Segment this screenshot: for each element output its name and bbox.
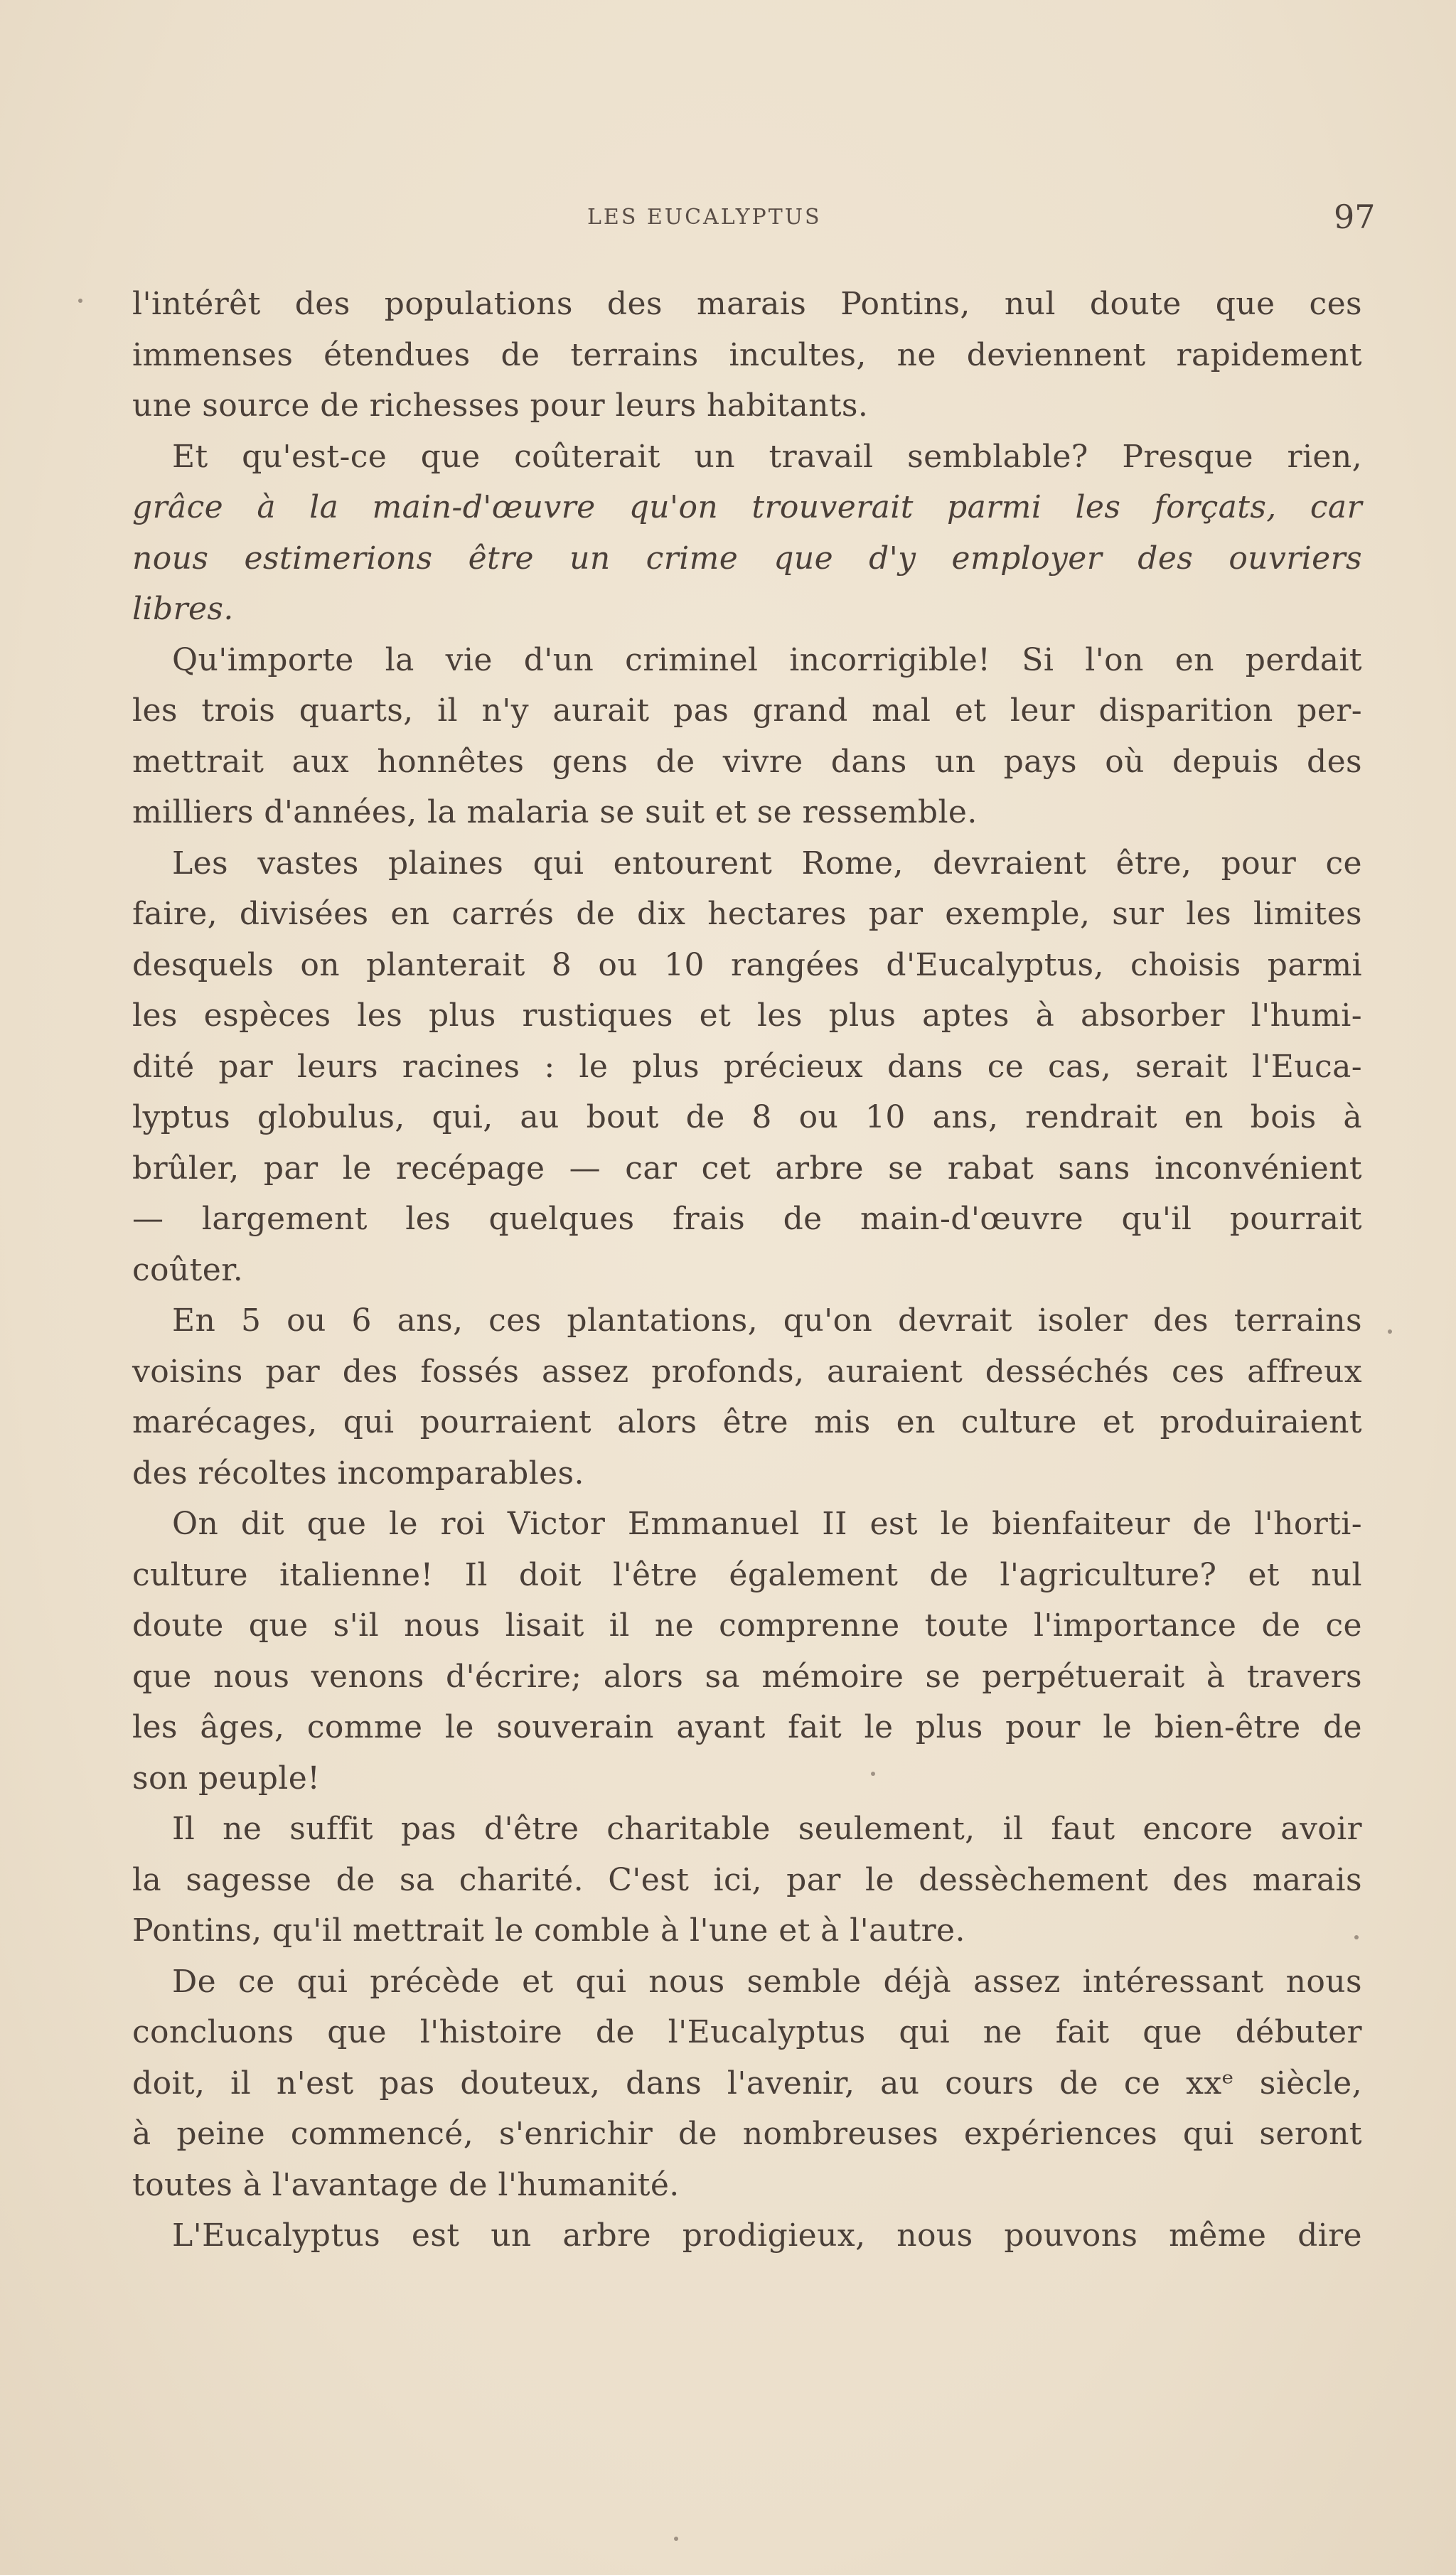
text-line: marécages, qui pourraient alors être mis en culture et produiraient [132, 1404, 1362, 1440]
text-line: nous estimerions être un crime que d'y employer des ouvriers [132, 540, 1362, 577]
text-line: concluons que l'histoire de l'Eucalyptus qui ne fait que débuter [132, 2014, 1362, 2050]
text-line: On dit que le roi Victor Emmanuel II est le bienfaiteur de l'horti- [172, 1506, 1362, 1542]
paper-speck [871, 1772, 875, 1776]
running-title: LES EUCALYPTUS [587, 205, 822, 230]
text-line: Qu'importe la vie d'un criminel incorrigible! Si l'on en perdait [172, 641, 1362, 678]
text-line: — largement les quelques frais de main-d'œuvre qu'il pourrait [132, 1201, 1362, 1237]
text-line: culture italienne! Il doit l'être également de l'agriculture? et nul [132, 1556, 1362, 1593]
text-line: Pontins, qu'il mettrait le comble à l'une et à l'autre. [132, 1912, 965, 1949]
paper-speck [1388, 1329, 1392, 1334]
text-line: son peuple! [132, 1760, 321, 1797]
text-line: les espèces les plus rustiques et les plus aptes à absorber l'humi- [132, 997, 1362, 1034]
text-line: voisins par des fossés assez profonds, auraient desséchés ces affreux [132, 1353, 1362, 1390]
text-line: mettrait aux honnêtes gens de vivre dans un pays où depuis des [132, 743, 1362, 780]
text-line: lyptus globulus, qui, au bout de 8 ou 10 ans, rendrait en bois à [132, 1099, 1362, 1135]
text-line: les âges, comme le souverain ayant fait le plus pour le bien-être de [132, 1709, 1362, 1745]
text-line: une source de richesses pour leurs habitants. [132, 387, 869, 424]
text-line: milliers d'années, la malaria se suit et se ressemble. [132, 794, 978, 830]
text-line: à peine commencé, s'enrichir de nombreuses expériences qui seront [132, 2116, 1362, 2152]
text-line: la sagesse de sa charité. C'est ici, par le dessèchement des marais [132, 1861, 1362, 1898]
text-line: De ce qui précède et qui nous semble déjà assez intéressant nous [172, 1963, 1362, 2000]
text-line: immenses étendues de terrains incultes, ne deviennent rapidement [132, 336, 1362, 373]
text-line: doute que s'il nous lisait il ne comprenne toute l'importance de ce [132, 1607, 1362, 1644]
text-line: Il ne suffit pas d'être charitable seulement, il faut encore avoir [172, 1811, 1362, 1847]
text-line: l'intérêt des populations des marais Pontins, nul doute que ces [132, 286, 1362, 322]
text-line: les trois quarts, il n'y aurait pas grand mal et leur disparition per- [132, 692, 1362, 729]
paper-speck [1354, 1935, 1359, 1939]
text-line: des récoltes incomparables. [132, 1455, 584, 1492]
text-line: que nous venons d'écrire; alors sa mémoire se perpétuerait à travers [132, 1658, 1362, 1695]
running-head [0, 198, 1456, 240]
text-line: dité par leurs racines : le plus précieux dans ce cas, serait l'Euca- [132, 1048, 1362, 1085]
text-line: desquels on planterait 8 ou 10 rangées d'Eucalyptus, choisis parmi [132, 946, 1362, 983]
text-line: Les vastes plaines qui entourent Rome, devraient être, pour ce [172, 845, 1362, 882]
text-line: libres. [132, 591, 234, 627]
page-number: 97 [1334, 198, 1376, 236]
text-line: faire, divisées en carrés de dix hectares par exemple, sur les limites [132, 896, 1362, 932]
text-line: L'Eucalyptus est un arbre prodigieux, nous pouvons même dire [172, 2217, 1362, 2254]
text-line: grâce à la main-d'œuvre qu'on trouverait parmi les forçats, car [132, 489, 1362, 525]
text-line: coûter. [132, 1251, 244, 1288]
paper-speck [674, 2537, 678, 2541]
text-line: En 5 ou 6 ans, ces plantations, qu'on devrait isoler des terrains [172, 1302, 1362, 1339]
text-line: toutes à l'avantage de l'humanité. [132, 2166, 680, 2203]
text-line: Et qu'est-ce que coûterait un travail semblable? Presque rien, [172, 438, 1362, 475]
text-line: doit, il n'est pas douteux, dans l'avenir, au cours de ce xxᵉ siècle, [132, 2065, 1362, 2102]
text-line: brûler, par le recépage — car cet arbre se rabat sans inconvénient [132, 1150, 1362, 1187]
body-text [132, 279, 1362, 2261]
paper-speck [78, 299, 82, 303]
